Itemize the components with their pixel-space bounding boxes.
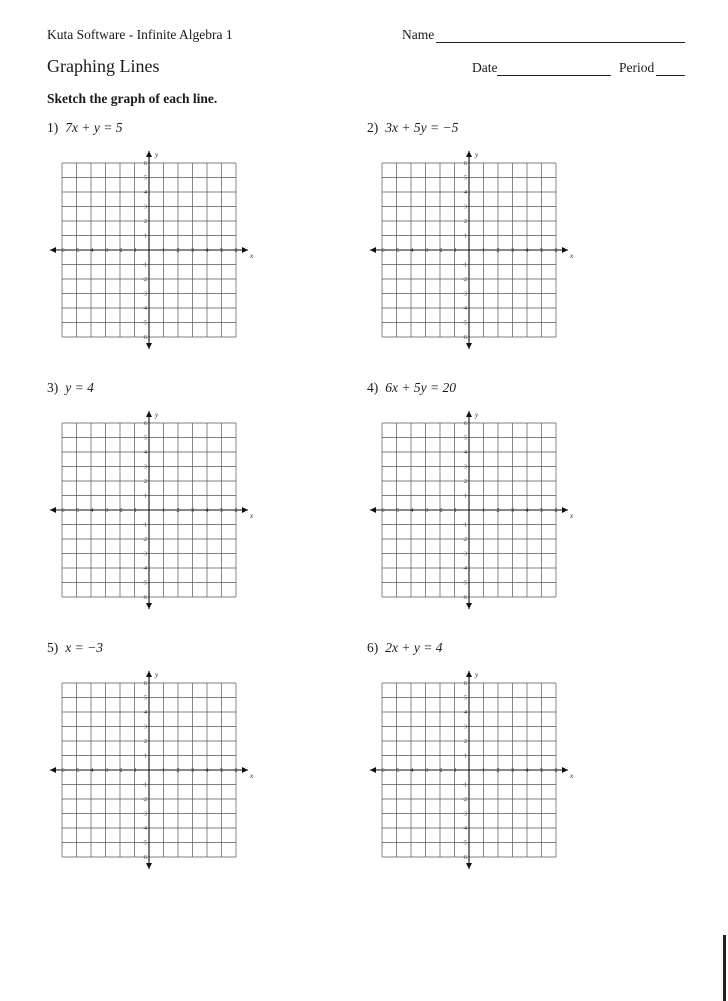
y-tick-label: -6 [142, 335, 147, 341]
y-tick-label: 3 [464, 204, 467, 211]
y-axis-label: y [155, 151, 159, 159]
y-tick-label: -5 [142, 840, 147, 847]
y-tick-label: -4 [142, 306, 147, 312]
y-axis-label: y [155, 671, 159, 679]
x-tick-label: -1 [132, 508, 137, 514]
x-tick-label: 1 [482, 768, 485, 774]
problem-equation: y = 4 [65, 380, 94, 395]
x-tick-label: 6 [554, 248, 558, 254]
y-tick-label: -3 [142, 291, 147, 298]
problem-2 [367, 120, 587, 360]
arrow-down-icon [466, 343, 472, 349]
worksheet-title: Graphing Lines [47, 56, 160, 76]
arrow-left-icon [370, 247, 376, 253]
y-tick-label: 2 [464, 219, 467, 225]
problem-number: 1) [47, 120, 59, 135]
x-axis-label: x [570, 252, 574, 260]
x-tick-label: -3 [423, 248, 428, 254]
x-tick-label: -4 [408, 768, 414, 774]
x-tick-label: -6 [59, 768, 65, 774]
scan-edge-mark [723, 935, 726, 1001]
x-tick-label: -6 [59, 248, 65, 254]
x-tick-label: 3 [511, 768, 514, 774]
x-tick-label: 5 [540, 248, 543, 254]
y-tick-label: 2 [144, 739, 147, 745]
y-tick-label: -1 [142, 522, 147, 529]
y-tick-label: -1 [462, 262, 467, 269]
problem-5 [47, 640, 267, 880]
y-tick-label: 5 [144, 175, 147, 182]
y-tick-label: -6 [462, 595, 467, 601]
arrow-left-icon [370, 767, 376, 773]
x-tick-label: -2 [437, 508, 443, 514]
arrow-right-icon [562, 767, 568, 773]
y-tick-label: 5 [144, 435, 147, 442]
coordinate-grid[interactable] [367, 640, 577, 865]
x-tick-label: 2 [496, 508, 500, 514]
y-tick-label: -5 [462, 320, 467, 327]
y-tick-label: 2 [144, 219, 147, 225]
x-tick-label: -4 [88, 768, 94, 774]
x-tick-label: 1 [162, 248, 165, 254]
x-tick-label: -3 [423, 508, 428, 514]
y-tick-label: 2 [464, 479, 467, 485]
x-tick-label: -1 [132, 768, 137, 774]
y-tick-label: -3 [142, 811, 147, 818]
arrow-down-icon [466, 863, 472, 869]
arrow-left-icon [50, 247, 56, 253]
x-tick-label: 1 [162, 508, 165, 514]
x-tick-label: 6 [234, 508, 238, 514]
x-tick-label: 1 [482, 248, 485, 254]
y-tick-label: -1 [462, 522, 467, 529]
y-tick-label: -6 [462, 855, 467, 861]
arrow-down-icon [146, 343, 152, 349]
y-tick-label: 3 [144, 204, 147, 211]
y-tick-label: -3 [462, 291, 467, 298]
coordinate-grid[interactable] [367, 380, 577, 605]
y-tick-label: -4 [142, 826, 147, 832]
problem-6 [367, 640, 587, 880]
problem-equation: x = −3 [65, 640, 103, 655]
x-tick-label: 6 [234, 768, 238, 774]
x-tick-label: -2 [117, 508, 123, 514]
x-tick-label: -3 [103, 248, 108, 254]
y-tick-label: 4 [144, 450, 147, 456]
y-tick-label: 5 [144, 695, 147, 702]
problem-4 [367, 380, 587, 620]
y-tick-label: 6 [464, 161, 467, 167]
x-tick-label: -1 [452, 508, 457, 514]
arrow-left-icon [50, 507, 56, 513]
x-tick-label: 2 [176, 248, 180, 254]
name-field[interactable] [436, 42, 685, 43]
y-tick-label: 1 [144, 493, 147, 500]
period-field[interactable] [656, 75, 685, 76]
y-tick-label: -3 [462, 551, 467, 558]
y-tick-label: 1 [144, 233, 147, 240]
x-tick-label: 2 [176, 508, 180, 514]
arrow-up-icon [466, 151, 472, 157]
y-tick-label: 6 [144, 421, 147, 427]
problem-equation: 7x + y = 5 [65, 120, 123, 135]
y-tick-label: -6 [462, 335, 467, 341]
x-tick-label: 4 [205, 768, 209, 774]
y-tick-label: -2 [462, 277, 467, 283]
period-label: Period [619, 60, 655, 75]
x-tick-label: -4 [408, 248, 414, 254]
coordinate-grid[interactable] [47, 640, 257, 865]
x-tick-label: -2 [437, 768, 443, 774]
problem-number: 3) [47, 380, 59, 395]
x-tick-label: -3 [103, 768, 108, 774]
x-tick-label: 4 [205, 508, 209, 514]
x-tick-label: 3 [511, 508, 514, 514]
y-tick-label: 1 [464, 753, 467, 760]
problem-number: 5) [47, 640, 59, 655]
y-tick-label: -2 [462, 797, 467, 803]
x-tick-label: 3 [511, 248, 514, 254]
x-axis-label: x [570, 512, 574, 520]
y-tick-label: 1 [144, 753, 147, 760]
arrow-left-icon [370, 507, 376, 513]
y-tick-label: -4 [462, 566, 467, 572]
y-tick-label: -1 [142, 782, 147, 789]
x-axis-label: x [250, 252, 254, 260]
arrow-right-icon [242, 247, 248, 253]
x-tick-label: 5 [220, 768, 223, 774]
x-tick-label: -5 [394, 768, 399, 774]
x-tick-label: 2 [496, 248, 500, 254]
x-tick-label: -4 [88, 508, 94, 514]
y-tick-label: -4 [462, 826, 467, 832]
instructions-text: Sketch the graph of each line. [47, 91, 218, 106]
y-tick-label: 6 [464, 681, 467, 687]
x-tick-label: -6 [379, 768, 385, 774]
y-tick-label: 6 [464, 421, 467, 427]
y-tick-label: -2 [462, 537, 467, 543]
x-tick-label: 2 [496, 768, 500, 774]
x-tick-label: -5 [394, 508, 399, 514]
x-tick-label: -4 [408, 508, 414, 514]
y-tick-label: -4 [462, 306, 467, 312]
y-tick-label: 3 [144, 464, 147, 471]
arrow-right-icon [242, 767, 248, 773]
y-axis-label: y [475, 411, 479, 419]
x-tick-label: -2 [437, 248, 443, 254]
y-axis-label: y [155, 411, 159, 419]
publisher-text: Kuta Software - Infinite Algebra 1 [47, 27, 233, 42]
y-tick-label: 3 [144, 724, 147, 731]
x-tick-label: -1 [132, 248, 137, 254]
arrow-up-icon [146, 411, 152, 417]
y-tick-label: 5 [464, 435, 467, 442]
y-tick-label: -6 [142, 595, 147, 601]
coordinate-grid[interactable] [47, 120, 257, 345]
y-tick-label: -5 [462, 840, 467, 847]
arrow-right-icon [562, 247, 568, 253]
x-tick-label: 4 [525, 768, 529, 774]
x-tick-label: 5 [220, 248, 223, 254]
date-label: Date [472, 60, 498, 75]
coordinate-grid[interactable] [47, 380, 257, 605]
x-tick-label: 3 [191, 508, 194, 514]
arrow-down-icon [466, 603, 472, 609]
problem-3 [47, 380, 267, 620]
y-tick-label: 5 [464, 175, 467, 182]
x-tick-label: -6 [379, 508, 385, 514]
x-axis-label: x [570, 772, 574, 780]
coordinate-grid[interactable] [367, 120, 577, 345]
x-tick-label: 5 [220, 508, 223, 514]
x-tick-label: -4 [88, 248, 94, 254]
problem-number: 2) [367, 120, 379, 135]
y-tick-label: 4 [464, 710, 467, 716]
arrow-left-icon [50, 767, 56, 773]
y-tick-label: -4 [142, 566, 147, 572]
y-tick-label: 4 [464, 190, 467, 196]
x-tick-label: 1 [482, 508, 485, 514]
x-tick-label: 6 [554, 768, 558, 774]
x-tick-label: -5 [74, 508, 79, 514]
arrow-down-icon [146, 603, 152, 609]
y-tick-label: -2 [142, 797, 147, 803]
problem-equation: 2x + y = 4 [385, 640, 443, 655]
x-tick-label: -2 [117, 768, 123, 774]
x-tick-label: 5 [540, 768, 543, 774]
problem-number: 6) [367, 640, 379, 655]
y-axis-label: y [475, 671, 479, 679]
y-tick-label: 2 [464, 739, 467, 745]
y-tick-label: -2 [142, 537, 147, 543]
x-tick-label: 6 [234, 248, 238, 254]
x-tick-label: -5 [74, 768, 79, 774]
x-tick-label: 4 [205, 248, 209, 254]
date-field[interactable] [497, 75, 611, 76]
x-tick-label: -1 [452, 248, 457, 254]
y-tick-label: -5 [142, 320, 147, 327]
arrow-right-icon [562, 507, 568, 513]
arrow-up-icon [466, 671, 472, 677]
y-tick-label: 3 [464, 724, 467, 731]
x-tick-label: 4 [525, 508, 529, 514]
x-tick-label: -5 [74, 248, 79, 254]
x-tick-label: 3 [191, 248, 194, 254]
x-tick-label: 3 [191, 768, 194, 774]
x-tick-label: 5 [540, 508, 543, 514]
x-tick-label: -1 [452, 768, 457, 774]
x-tick-label: -2 [117, 248, 123, 254]
y-tick-label: 1 [464, 233, 467, 240]
problem-number: 4) [367, 380, 379, 395]
x-tick-label: 1 [162, 768, 165, 774]
x-tick-label: -6 [379, 248, 385, 254]
y-tick-label: -1 [142, 262, 147, 269]
y-tick-label: -3 [142, 551, 147, 558]
name-label: Name [402, 27, 435, 42]
x-tick-label: 4 [525, 248, 529, 254]
y-tick-label: 6 [144, 681, 147, 687]
x-axis-label: x [250, 772, 254, 780]
y-tick-label: -5 [142, 580, 147, 587]
y-tick-label: 4 [144, 710, 147, 716]
y-axis-label: y [475, 151, 479, 159]
arrow-up-icon [466, 411, 472, 417]
x-tick-label: -5 [394, 248, 399, 254]
y-tick-label: -5 [462, 580, 467, 587]
y-tick-label: -1 [462, 782, 467, 789]
x-tick-label: 6 [554, 508, 558, 514]
y-tick-label: 3 [464, 464, 467, 471]
y-tick-label: -3 [462, 811, 467, 818]
problem-1 [47, 120, 267, 360]
y-tick-label: -6 [142, 855, 147, 861]
problem-equation: 3x + 5y = −5 [385, 120, 459, 135]
y-tick-label: 5 [464, 695, 467, 702]
arrow-right-icon [242, 507, 248, 513]
y-tick-label: 2 [144, 479, 147, 485]
x-tick-label: -6 [59, 508, 65, 514]
arrow-down-icon [146, 863, 152, 869]
y-tick-label: 4 [144, 190, 147, 196]
x-tick-label: -3 [423, 768, 428, 774]
x-axis-label: x [250, 512, 254, 520]
y-tick-label: -2 [142, 277, 147, 283]
x-tick-label: 2 [176, 768, 180, 774]
x-tick-label: -3 [103, 508, 108, 514]
y-tick-label: 4 [464, 450, 467, 456]
arrow-up-icon [146, 671, 152, 677]
y-tick-label: 6 [144, 161, 147, 167]
y-tick-label: 1 [464, 493, 467, 500]
problem-equation: 6x + 5y = 20 [385, 380, 456, 395]
arrow-up-icon [146, 151, 152, 157]
